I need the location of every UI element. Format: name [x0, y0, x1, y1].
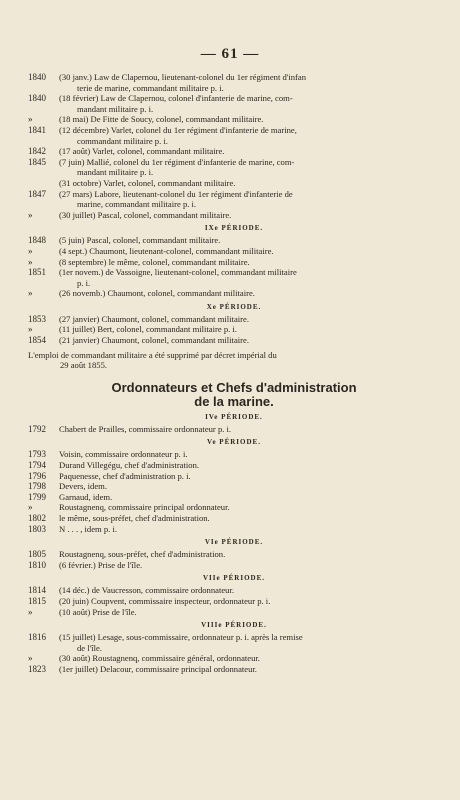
- entry-text: Roustagnenq, commissaire principal ordonnateur.: [59, 502, 230, 513]
- entry-text-block: [59, 513, 440, 524]
- entry-row: [28, 607, 440, 618]
- entry-text-block: [59, 125, 440, 146]
- entry-text: (31 octobre) Varlet, colonel, commandant militaire.: [59, 177, 236, 188]
- entry-text: (4 sept.) Chaumont, lieutenant-colonel, commandant militaire.: [59, 245, 274, 256]
- entry-year: 1799: [28, 491, 46, 502]
- entry-text: (10 août) Prise de l'île.: [59, 606, 137, 617]
- page-content: [28, 72, 440, 675]
- entry-text-block: [59, 653, 440, 664]
- entry-year: 1853: [28, 313, 46, 324]
- entry-text-block: [59, 549, 440, 560]
- entry-year: »: [28, 606, 33, 617]
- entry-text: (18 mai) De Fitte de Soucy, colonel, commandant militaire.: [59, 114, 264, 125]
- entry-text-block: [59, 114, 440, 125]
- entry-year: 1803: [28, 523, 46, 534]
- section-ordonnateurs-8: [28, 632, 440, 674]
- entry-year: 1854: [28, 335, 46, 346]
- entry-text: (14 déc.) de Vaucresson, commissaire ordonnateur.: [59, 585, 235, 596]
- entry-text-block: [59, 157, 440, 178]
- entry-text-block: [59, 210, 440, 221]
- entry-text-block: [59, 449, 440, 460]
- entry-text: (15 juillet) Lesage, sous-commissaire, ordonnateur p. i. après la remise: [59, 632, 303, 643]
- entry-text: (5 juin) Pascal, colonel, commandant militaire.: [59, 235, 221, 246]
- entry-text: (17 août) Varlet, colonel, commandant militaire.: [59, 146, 225, 157]
- entry-text-block: [59, 257, 440, 268]
- entry-year: 1842: [28, 146, 46, 157]
- entry-row: [28, 314, 440, 325]
- period-heading-10: Xe PÉRIODE.: [206, 302, 262, 311]
- entry-row: [28, 178, 440, 189]
- entry-row: [28, 288, 440, 299]
- entry-year: 1805: [28, 549, 46, 560]
- entry-row: [28, 492, 440, 503]
- entry-row: [28, 560, 440, 571]
- entry-text-cont: mandant militaire p. i.: [77, 167, 154, 178]
- entry-year: »: [28, 114, 33, 125]
- entry-row: [28, 481, 440, 492]
- entry-text: (27 mars) Labore, lieutenant-colonel du 1er régiment d'infanterie de: [59, 188, 293, 199]
- entry-text-cont: terie de marine, commandant militaire p. i.: [77, 82, 224, 93]
- entry-row: [28, 72, 440, 93]
- entry-row: [28, 189, 440, 210]
- entry-year: 1851: [28, 267, 46, 278]
- entry-row: [28, 335, 440, 346]
- section-ordonnateurs-4: [28, 424, 440, 435]
- entry-year: »: [28, 502, 33, 513]
- entry-year: 1810: [28, 559, 46, 570]
- entry-year: 1802: [28, 513, 46, 523]
- entry-year: 1794: [28, 460, 46, 471]
- entry-row: [28, 664, 440, 675]
- entry-text: (12 décembre) Varlet, colonel du 1er régiment d'infanterie de marine,: [59, 124, 297, 135]
- entry-text-block: [59, 267, 440, 288]
- entry-row: [28, 257, 440, 268]
- entry-row: [28, 93, 440, 114]
- entry-year: 1793: [28, 449, 46, 460]
- entry-text: (27 janvier) Chaumont, colonel, commandant militaire.: [59, 313, 249, 324]
- entry-row: [28, 157, 440, 178]
- entry-text: Chabert de Prailles, commissaire ordonnateur p. i.: [59, 423, 232, 434]
- entry-text: N . . . , idem p. i.: [59, 523, 118, 534]
- entry-text: Roustagnenq, sous-préfet, chef d'administration.: [59, 549, 226, 560]
- entry-year: 1840: [28, 72, 46, 82]
- entry-text-block: [59, 189, 440, 210]
- entry-text: (30 janv.) Law de Clapernou, lieutenant-colonel du 1er régiment d'infan: [59, 72, 307, 82]
- entry-year: 1847: [28, 188, 46, 199]
- entry-text-block: [59, 664, 440, 675]
- entry-text: (6 février.) Prise de l'île.: [59, 559, 143, 570]
- entry-text-block: [59, 585, 440, 596]
- entry-row: [28, 653, 440, 664]
- entry-year: »: [28, 653, 33, 664]
- entry-text-block: [59, 460, 440, 471]
- suppression-note: [28, 350, 440, 371]
- entry-text: (8 septembre) le même, colonel, commandant militaire.: [59, 256, 250, 267]
- entry-text-block: [59, 607, 440, 618]
- entry-year: »: [28, 288, 33, 299]
- section-commandants-3: [28, 314, 440, 346]
- entry-year: »: [28, 209, 33, 220]
- section-ordonnateurs-5: [28, 449, 440, 534]
- entry-row: [28, 146, 440, 157]
- entry-year: »: [28, 245, 33, 256]
- entry-text-block: [59, 288, 440, 299]
- note-line-cont: 29 août 1855.: [60, 360, 108, 371]
- entry-year: 1848: [28, 235, 46, 246]
- entry-row: [28, 460, 440, 471]
- entry-year: 1840: [28, 93, 46, 104]
- entry-year: [28, 178, 59, 189]
- entry-text: le même, sous-préfet, chef d'administration.: [59, 513, 210, 523]
- section-ordonnateurs-7: [28, 585, 440, 617]
- entry-text-block: [59, 324, 440, 335]
- entry-row: [28, 632, 440, 653]
- entry-row: [28, 524, 440, 535]
- period-heading-6: VIe PÉRIODE.: [204, 538, 264, 547]
- period-heading-9: IXe PÉRIODE.: [204, 224, 264, 233]
- section-commandants-2: [28, 235, 440, 299]
- entry-text-cont: p. i.: [77, 277, 91, 288]
- entry-year: 1841: [28, 124, 46, 135]
- entry-text-block: [59, 492, 440, 503]
- entry-row: [28, 449, 440, 460]
- entry-text-block: [59, 72, 440, 93]
- entry-text-block: [59, 235, 440, 246]
- heading-line-1: Ordonnateurs et Chefs d'administration: [111, 379, 357, 395]
- period-heading-7: VIIe PÉRIODE.: [202, 574, 265, 583]
- entry-row: [28, 235, 440, 246]
- entry-text: Durand Villegégu, chef d'administration.: [59, 460, 200, 471]
- entry-row: [28, 125, 440, 146]
- entry-text: Voisin, commissaire ordonnateur p. i.: [59, 449, 188, 460]
- entry-row: [28, 246, 440, 257]
- entry-year: 1823: [28, 663, 46, 674]
- entry-text: (21 janvier) Chaumont, colonel, commandant militaire.: [59, 335, 249, 346]
- entry-text: (7 juin) Mallié, colonel du 1er régiment d'infanterie de marine, com-: [59, 156, 295, 167]
- section-heading: [28, 381, 440, 409]
- entry-year: »: [28, 256, 33, 267]
- entry-text-block: [59, 632, 440, 653]
- heading-line-2: de la marine.: [194, 393, 274, 409]
- entry-row: [28, 513, 440, 524]
- entry-text: (18 février) Law de Clapernou, colonel d'infanterie de marine, com-: [59, 93, 293, 104]
- section-ordonnateurs-6: [28, 549, 440, 570]
- entry-text: (26 novemb.) Chaumont, colonel, commandant militaire.: [59, 288, 255, 299]
- entry-text-cont: marine, commandant militaire p. i.: [77, 199, 197, 210]
- entry-text-block: [59, 481, 440, 492]
- entry-text-block: [59, 596, 440, 607]
- entry-text-block: [59, 335, 440, 346]
- entry-text-block: [59, 178, 440, 189]
- entry-year: 1798: [28, 481, 46, 492]
- entry-text-block: [59, 424, 440, 435]
- entry-text-cont: de l'île.: [77, 642, 102, 653]
- entry-row: [28, 502, 440, 513]
- entry-year: 1845: [28, 156, 46, 167]
- entry-year: 1816: [28, 632, 46, 643]
- note-line: L'emploi de commandant militaire a été supprimé par décret impérial du: [28, 349, 277, 360]
- entry-row: [28, 549, 440, 560]
- entry-text-cont: commandant militaire p. i.: [77, 135, 168, 146]
- entry-year: 1814: [28, 585, 46, 596]
- entry-text-block: [59, 246, 440, 257]
- period-heading-4: IVe PÉRIODE.: [205, 412, 263, 421]
- entry-text-block: [59, 314, 440, 325]
- entry-text: Garnaud, idem.: [59, 491, 113, 502]
- entry-row: [28, 114, 440, 125]
- entry-year: 1792: [28, 423, 46, 434]
- entry-text: (1er novem.) de Vassoigne, lieutenant-colonel, commandant militaire: [59, 267, 297, 278]
- entry-text: (30 juillet) Pascal, colonel, commandant militaire.: [59, 209, 232, 220]
- entry-year: »: [28, 324, 33, 335]
- entry-text-block: [59, 93, 440, 114]
- entry-text-block: [59, 524, 440, 535]
- entry-year: 1796: [28, 470, 46, 481]
- entry-row: [28, 585, 440, 596]
- entry-text: Devers, idem.: [59, 481, 107, 492]
- entry-row: [28, 210, 440, 221]
- entry-row: [28, 596, 440, 607]
- entry-text: Paquenesse, chef d'administration p. i.: [59, 470, 191, 481]
- entry-row: [28, 471, 440, 482]
- page-number: — 61 —: [200, 46, 260, 62]
- entry-year: 1815: [28, 595, 46, 606]
- entry-row: [28, 424, 440, 435]
- entry-text: (20 juin) Coupvent, commissaire inspecteur, ordonnateur p. i.: [59, 595, 271, 606]
- entry-row: [28, 324, 440, 335]
- period-heading-8: VIIIe PÉRIODE.: [201, 621, 267, 630]
- period-heading-5: Ve PÉRIODE.: [207, 438, 261, 447]
- entry-text-block: [59, 146, 440, 157]
- entry-text-block: [59, 560, 440, 571]
- entry-text: (11 juillet) Bert, colonel, commandant militaire p. i.: [59, 324, 237, 335]
- entry-text-block: [59, 502, 440, 513]
- entry-text: (30 août) Roustagnenq, commissaire général, ordonnateur.: [59, 653, 260, 664]
- entry-text: (1er juillet) Delacour, commissaire principal ordonnateur.: [59, 663, 257, 674]
- section-commandants-1: [28, 72, 440, 220]
- entry-row: [28, 267, 440, 288]
- entry-text-block: [59, 471, 440, 482]
- entry-text-cont: mandant militaire p. i.: [77, 103, 154, 114]
